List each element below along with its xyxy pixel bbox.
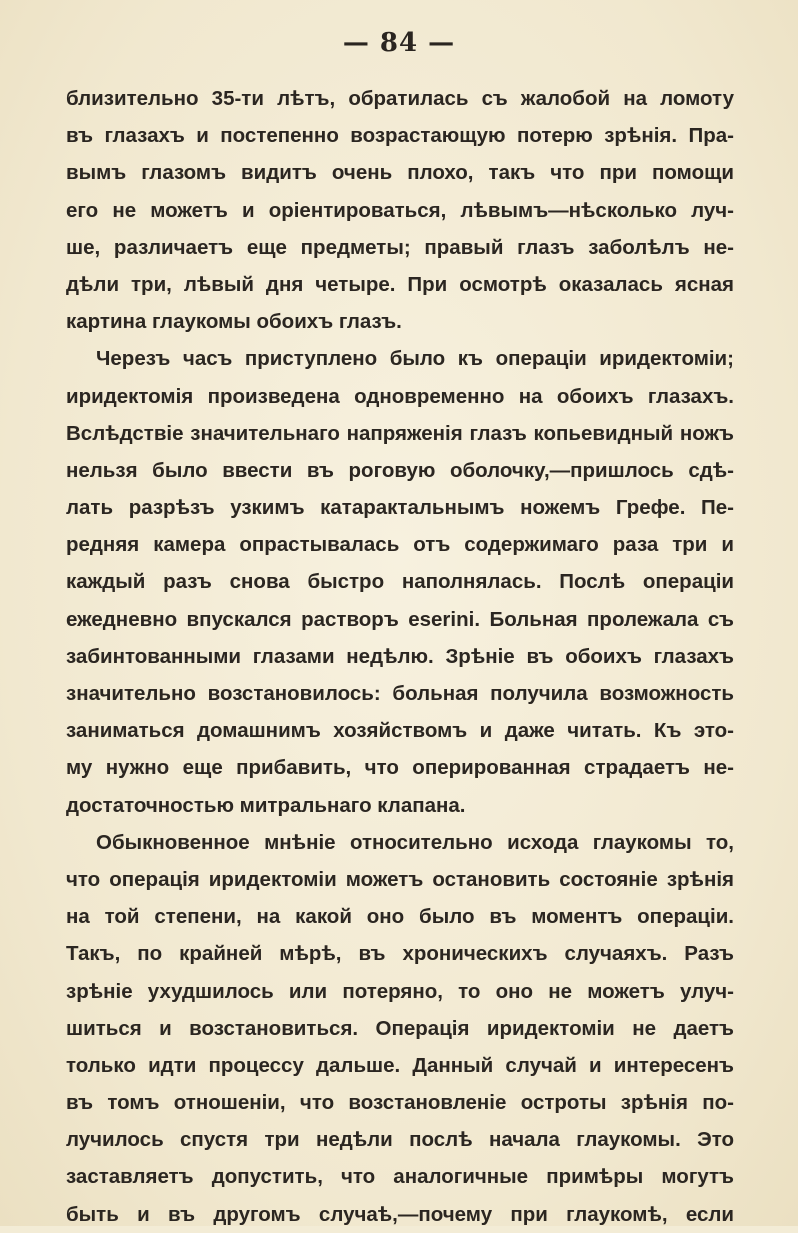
text-line: Такъ, по крайней мѣрѣ, въ хроническихъ случаяхъ. Разъ — [66, 942, 734, 966]
text-line: иридектомія произведена одновременно на обоихъ глазахъ. — [66, 384, 734, 408]
text-line: на той степени, на какой оно было въ моментъ операціи. — [66, 905, 734, 929]
text-line: достаточностью митральнаго клапана. — [66, 793, 466, 817]
text-line: ше, различаетъ еще предметы; правый глазъ заболѣлъ не- — [66, 235, 734, 259]
text-line: вымъ глазомъ видитъ очень плохо, такъ что при помощи — [66, 161, 734, 185]
text-line: Черезъ часъ приступлено было къ операціи иридектоміи; — [96, 347, 734, 371]
text-line: Обыкновенное мнѣніе относительно исхода глаукомы то, — [96, 830, 734, 854]
text-line: ежедневно впускался растворъ eserini. Больная пролежала съ — [66, 607, 734, 631]
text-line: зрѣніе ухудшилось или потеряно, то оно не можетъ улуч- — [66, 979, 734, 1003]
text-line: значительно возстановилось: больная получила возможность — [66, 682, 734, 705]
text-line: только идти процессу дальше. Данный случай и интересенъ — [66, 1053, 734, 1077]
text-line: заставляетъ допустить, что аналогичные примѣры могутъ — [66, 1165, 734, 1189]
text-line: нельзя было ввести въ роговую оболочку,—пришлось сдѣ- — [66, 458, 734, 482]
text-line: каждый разъ снова быстро наполнялась. Послѣ операціи — [66, 570, 734, 594]
text-line: лучилось спустя три недѣли послѣ начала глаукомы. Это — [66, 1128, 734, 1152]
text-line: близительно 35-ти лѣтъ, обратилась съ жалобой на ломоту — [66, 87, 734, 110]
text-line: заниматься домашнимъ хозяйствомъ и даже читать. Къ это- — [66, 719, 734, 743]
text-line: быть и въ другомъ случаѣ,—почему при глаукомѣ, если — [66, 1202, 734, 1226]
text-line: дѣли три, лѣвый дня четыре. При осмотрѣ оказалась ясная — [66, 272, 734, 296]
text-line: картина глаукомы обоихъ глазъ. — [66, 310, 402, 334]
page-number: — 84 — — [342, 28, 456, 58]
text-line: что операція иридектоміи можетъ остановить состояніе зрѣнія — [66, 867, 734, 891]
text-line: му нужно еще прибавить, что оперированная страдаетъ не- — [66, 756, 734, 780]
text-line: шиться и возстановиться. Операція иридектоміи не даетъ — [66, 1016, 734, 1040]
text-line: забинтованными глазами недѣлю. Зрѣніе въ обоихъ глазахъ — [66, 644, 734, 668]
text-line: его не можетъ и оріентироваться, лѣвымъ—нѣсколько луч- — [66, 198, 734, 222]
text-line: лать разрѣзъ узкимъ катарактальнымъ ножемъ Грефе. Пе- — [66, 496, 734, 520]
text-line: редняя камера опрастывалась отъ содержимаго раза три и — [66, 533, 734, 557]
text-line: въ томъ отношеніи, что возстановленіе остроты зрѣнія по- — [66, 1091, 734, 1115]
body-text — [66, 80, 734, 1233]
text-line: Вслѣдствіе значительнаго напряженія глазъ копьевидный ножъ — [66, 421, 734, 445]
text-line: въ глазахъ и постепенно возрастающую потерю зрѣнія. Пра- — [66, 124, 734, 148]
